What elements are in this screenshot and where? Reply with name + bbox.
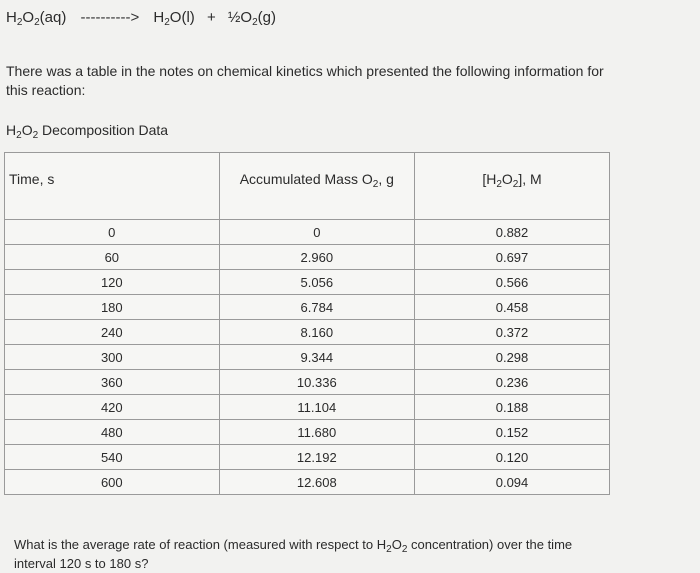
cell-concentration: 0.094	[415, 470, 610, 495]
cell-mass: 11.104	[219, 395, 414, 420]
cell-mass: 11.680	[219, 420, 414, 445]
table-row	[5, 470, 610, 495]
cell-time: 180	[5, 295, 220, 320]
cell-concentration: 0.882	[415, 220, 610, 245]
table-title: $H_2O_2$ Decomposition Data	[6, 122, 169, 141]
table-row	[5, 295, 610, 320]
cell-concentration: 0.152	[415, 420, 610, 445]
table-header-row	[5, 153, 610, 220]
cell-mass: 12.192	[219, 445, 414, 470]
reactant: $H_2O_2(aq)$	[6, 9, 67, 28]
cell-mass: 0	[219, 220, 414, 245]
cell-time: 540	[5, 445, 220, 470]
table-row	[5, 420, 610, 445]
cell-time: 0	[5, 220, 220, 245]
cell-concentration: 0.188	[415, 395, 610, 420]
cell-mass: 8.160	[219, 320, 414, 345]
reaction-arrow: ---------->	[80, 9, 140, 26]
header-concentration: $[H_2O_2]$, M	[415, 153, 610, 220]
table-row	[5, 445, 610, 470]
table-row	[5, 270, 610, 295]
cell-time: 600	[5, 470, 220, 495]
question-text: What is the average rate of reaction (measured with respect to $H_2O_2$ concentration) over the time interval 120 s to 180 s?	[14, 537, 573, 571]
table-row	[5, 220, 610, 245]
cell-mass: 6.784	[219, 295, 414, 320]
header-mass: Accumulated Mass $O_2$, g	[219, 153, 414, 220]
cell-mass: 9.344	[219, 345, 414, 370]
cell-mass: 2.960	[219, 245, 414, 270]
cell-time: 120	[5, 270, 220, 295]
cell-time: 480	[5, 420, 220, 445]
header-time: Time, s	[5, 153, 220, 220]
cell-mass: 12.608	[219, 470, 414, 495]
cell-concentration: 0.236	[415, 370, 610, 395]
cell-concentration: 0.120	[415, 445, 610, 470]
table-row	[5, 245, 610, 270]
cell-time: 240	[5, 320, 220, 345]
cell-mass: 10.336	[219, 370, 414, 395]
cell-time: 300	[5, 345, 220, 370]
intro-text: There was a table in the notes on chemical kinetics which presented the following information for this reaction:	[6, 63, 604, 98]
decomposition-data-table	[4, 152, 610, 495]
table-row	[5, 320, 610, 345]
cell-concentration: 0.566	[415, 270, 610, 295]
product-water: $H_2O(l)$	[153, 9, 195, 28]
table-row	[5, 395, 610, 420]
cell-time: 360	[5, 370, 220, 395]
reaction-equation	[6, 9, 276, 26]
plus-sign: +	[206, 9, 216, 26]
table-row	[5, 345, 610, 370]
cell-concentration: 0.458	[415, 295, 610, 320]
cell-time: 60	[5, 245, 220, 270]
cell-concentration: 0.298	[415, 345, 610, 370]
cell-concentration: 0.697	[415, 245, 610, 270]
product-oxygen: $\frac{1}{2}O_2(g)$	[227, 9, 276, 28]
cell-time: 420	[5, 395, 220, 420]
cell-mass: 5.056	[219, 270, 414, 295]
table-row	[5, 370, 610, 395]
cell-concentration: 0.372	[415, 320, 610, 345]
